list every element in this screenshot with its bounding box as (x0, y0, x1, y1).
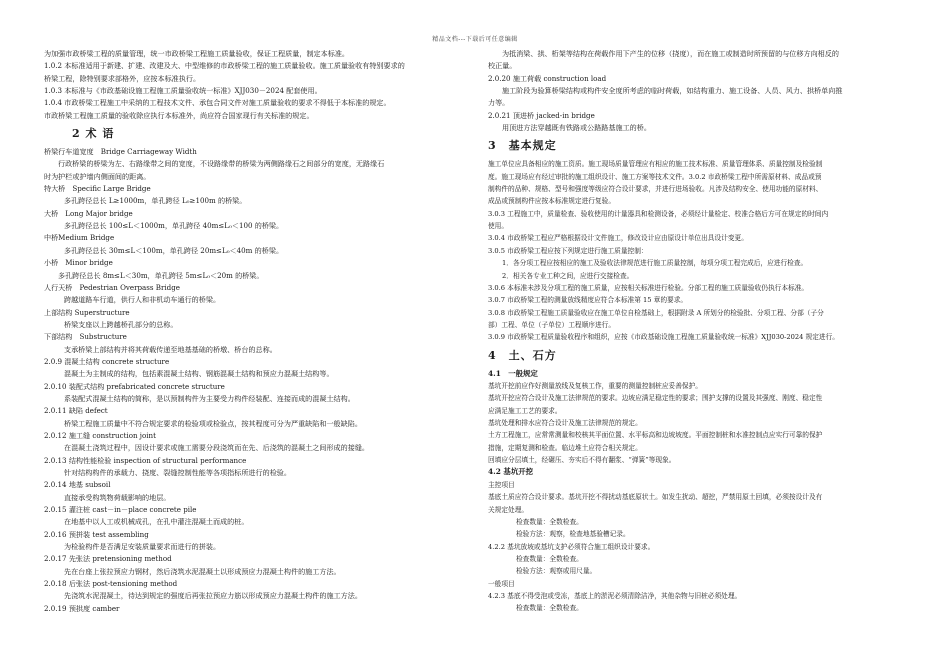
right-column (488, 48, 908, 615)
paragraph: 基底土质应符合设计要求。基坑开挖不得扰动基底原状土。如发生扰动、超挖，严禁用原土回填，必须按设计及有 (488, 493, 823, 502)
term-title: 2.0.10 装配式结构 prefabricated concrete structure (44, 381, 225, 391)
paragraph: 3.0.3 工程施工中，质量检查、验收使用的计量器具和检测设备，必须经计量检定、校准合格后方可在规定的时间内 (488, 209, 829, 218)
term-title: 2.0.21 顶进桥 jacked-in bridge (488, 110, 595, 120)
term-title: 2.0.20 施工荷载 construction load (488, 73, 607, 83)
paragraph: 1.0.3 本标准与《市政基础设施工程施工质量验收统一标准》XJJ030－2024 配套使用。 (44, 86, 322, 96)
paragraph: 使用。 (488, 222, 509, 231)
paragraph: 应满足施工工艺的要求。 (488, 406, 562, 415)
paragraph: 检查数量：全数检查。 (516, 604, 583, 613)
paragraph: 主控项目 (488, 480, 515, 489)
term-title: 2.0.18 后张法 post-tensioning method (44, 579, 178, 589)
term-definition: 施工阶段为验算桥梁结构或构件安全度所考虑的临时荷载，如结构重力、施工设备、人员、风力、拱桥单向推 (502, 86, 843, 96)
term-definition: 多孔跨径总长 L≥1000m，单孔跨径 L₀≥100m 的桥梁。 (64, 196, 247, 206)
term-title: 2.0.19 预拱度 camber (44, 603, 120, 613)
term-definition: 混凝土为主制成的结构，包括素混凝土结构、钢筋混凝土结构和预应力混凝土结构等。 (64, 369, 334, 379)
paragraph: 部）工程、单位（子单位）工程顺序进行。 (488, 320, 616, 329)
paragraph: 基坑开挖应符合设计及施工法律规范的要求。边坡应满足稳定性的要求；围护支撑的设置及其强度、刚度、稳定性 (488, 394, 823, 403)
list-item: 1．各分项工程应按相应的施工及验收法律规范进行施工质量控制，每项分项工程完成后，应进行检查。 (502, 259, 808, 268)
section-heading-basic-rules: 3 基本规定 (488, 139, 557, 153)
paragraph: 检验方法：观察，检查地基验槽记录。 (516, 530, 630, 539)
paragraph: 检查数量：全数检查。 (516, 555, 583, 564)
term-title: 上部结构 Superstructure (44, 307, 130, 317)
term-definition: 力等。 (488, 98, 510, 108)
term-definition: 多孔跨径总长 100≤L＜1000m，单孔跨径 40m≤L₀＜100 的桥梁。 (64, 221, 284, 231)
term-title: 特大桥 Specific Large Bridge (44, 184, 151, 194)
term-title: 2.0.11 缺陷 defect (44, 406, 108, 416)
term-title: 2.0.17 先张法 pretensioning method (44, 554, 172, 564)
subsection-heading-general: 4.1 一般规定 (488, 368, 538, 378)
list-item: 2．相关各专业工种之间，应进行交接检查。 (502, 271, 634, 280)
term-definition: 直接承受构筑物荷载影响的地层。 (64, 492, 171, 502)
term-definition: 系装配式混凝土结构的简称，是以预制构件为主要受力构件经装配、连接而成的混凝土结构。 (64, 393, 355, 403)
term-definition: 时为护栏或护墙内侧面间的距离。 (44, 171, 151, 181)
paragraph: 回填应分层填土，经碾压、夯实后不得有翻浆、“弹簧”等现象。 (488, 456, 676, 465)
term-definition: 针对结构构件的承载力、挠度、裂缝控制性能等各项指标所进行的检验。 (64, 468, 291, 477)
term-definition: 在混凝土浇筑过程中，因设计要求或施工需要分段浇筑而在先、后浇筑的混凝土之间形成的接缝。 (64, 443, 370, 453)
paragraph: 3.0.7 市政桥梁工程的测量放线精度应符合本标准第 15 章的要求。 (488, 296, 688, 305)
term-definition: 为检验构件是否满足安装质量要求而进行的拼装。 (64, 542, 221, 552)
paragraph: 4.2.3 基底不得受泡或受冻，基底上的淤泥必须清除洁净，其他杂物与旧桩必须处理。 (488, 592, 742, 601)
term-title: 2.0.14 地基 subsoil (44, 480, 111, 490)
term-definition: 先在台座上张拉预应力钢材，然后浇筑水泥混凝土以形成预应力混凝土构件的施工方法。 (64, 566, 341, 576)
paragraph: 为加强市政桥梁工程的质量管理，统一市政桥梁工程施工质量验收，保证工程质量，制定本标准。 (44, 49, 350, 58)
term-definition: 用顶进方法穿越既有铁路或公路路基施工的桥。 (502, 123, 651, 133)
paragraph: 3.0.8 市政桥梁工程施工质量验收应在施工单位自检基础上，根据附录 A 所划分的检验批、分项工程、分部（子分 (488, 308, 824, 317)
term-definition: 支承桥梁上部结构并将其荷载传递至地基基础的桥墩、桥台的总称。 (64, 344, 277, 354)
term-definition: 跨越道路车行道，供行人和非机动车通行的桥梁。 (64, 295, 221, 305)
paragraph: 桥梁工程，除特别要求部格外，应按本标准执行。 (44, 73, 201, 83)
paragraph: 校正量。 (488, 61, 517, 71)
term-definition: 行政桥梁的桥梁为左、右路缘带之间的宽度，不设路缘带的桥梁为两侧路缘石之间部分的宽度，无路缘石 (58, 159, 385, 169)
paragraph: 市政桥梁工程施工质量的验收除应执行本标准外，尚应符合国家现行有关标准的规定。 (44, 110, 314, 120)
term-title: 2.0.15 灌注桩 cast－in－place concrete pile (44, 505, 197, 515)
paragraph: 基坑处理和排水应符合设计及施工法律规范的规定。 (488, 419, 642, 428)
term-title: 2.0.16 预拼装 test assembling (44, 529, 149, 539)
paragraph: 3.0.9 市政桥梁工程质量验收程序和组织，应按《市政基础设施工程施工质量验收统一标准》XJJ030-2024 规定进行。 (488, 333, 839, 342)
term-definition: 桥梁工程施工质量中不符合规定要求的检验项或检验点，按其程度可分为严重缺陷和一般缺陷。 (64, 418, 362, 428)
paragraph: 3.0.5 市政桥梁工程应按下列规定进行施工质量控制： (488, 246, 648, 255)
paragraph: 1.0.2 本标准适用于新建、扩建、改建及大、中型维修的市政桥梁工程的施工质量验收。施工质量验收有特别要求的 (44, 61, 405, 71)
term-title: 人行天桥 Pedestrian Overpass Bridge (44, 282, 180, 292)
paragraph: 土方工程施工，应常常测量和校核其平面位置、水平标高和边坡坡度。平面控制桩和水准控制点应实行可靠的保护 (488, 431, 823, 440)
term-definition: 在地基中以人工或机械成孔，在孔中灌注混凝土而成的桩。 (64, 517, 249, 527)
paragraph: 施工单位应具备相应的施工资质。施工现场质量管理应有相应的施工技术标准、质量管理体系、质量控制及检验制 (488, 160, 823, 169)
paragraph: 成品或预制构件应按本标准规定进行复验。 (488, 197, 616, 206)
section-heading-terms: 2 术 语 (72, 127, 115, 141)
left-column (44, 48, 464, 615)
term-definition: 先浇筑水泥混凝土，待达到规定的强度后再张拉预应力筋以形成预应力混凝土构件的施工方法。 (64, 591, 362, 601)
term-title: 2.0.12 施工缝 construction joint (44, 430, 156, 440)
term-title: 桥梁行车道宽度 Bridge Carriageway Width (44, 147, 197, 157)
term-title: 2.0.9 混凝土结构 concrete structure (44, 356, 170, 366)
term-title: 2.0.13 结构性能检验 inspection of structural performance (44, 455, 247, 465)
subsection-heading-excavation: 4.2 基坑开挖 (488, 467, 533, 477)
term-definition: 桥梁支座以上跨越桥孔部分的总称。 (64, 319, 178, 329)
paragraph: 1.0.4 市政桥梁工程施工中采纳的工程技术文件、承包合同文件对施工质量验收的要求不得低于本标准的规定。 (44, 98, 391, 108)
paragraph: 措施，定期复测和检查。临边堆土应符合相关规定。 (488, 443, 642, 452)
page-header: 精品文档---下载后可任意编辑 (432, 36, 518, 43)
term-definition: 多孔跨径总长 8m≤L＜30m，单孔跨径 5m≤L₀＜20m 的桥梁。 (58, 270, 264, 280)
term-title: 小桥 Minor bridge (44, 258, 113, 268)
term-title: 中桥Medium Bridge (44, 233, 115, 243)
term-title: 下部结构 Substructure (44, 332, 127, 342)
paragraph: 制构件的品种、规格、型号和强度等级应符合设计要求，并进行进场验收。凡涉及结构安全、使用功能的原材料、 (488, 185, 823, 194)
paragraph: 3.0.6 本标准未涉及分项工程的施工质量，应按相关标准进行检验。分部工程的施工质量验收仍执行本标准。 (488, 283, 809, 292)
paragraph: 检查数量：全数检查。 (516, 518, 583, 526)
paragraph: 度。施工现场应有经过审批的施工组织设计、施工方案等技术文件。3.0.2 市政桥梁工程中所需原材料、成品或预 (488, 172, 822, 181)
paragraph: 关规定处理。 (488, 505, 529, 514)
term-title: 大桥 Long Major bridge (44, 208, 133, 218)
paragraph: 基坑开挖前应作好测量放线及复核工作，重要的测量控制桩应妥善保护。 (488, 382, 702, 391)
paragraph: 一般项目 (488, 579, 515, 588)
paragraph: 4.2.2 基坑放坡或基坑支护必须符合施工组织设计要求。 (488, 542, 655, 551)
paragraph: 检验方法：观察或用尺量。 (516, 567, 597, 576)
term-definition: 多孔跨径总长 30m≤L＜100m，单孔跨径 20m≤L₀＜40m 的桥梁。 (64, 245, 284, 255)
paragraph: 为抵消梁、拱、桁架等结构在荷载作用下产生的位移（挠度），而在施工或制造时所预留的与位移方向相反的 (502, 49, 839, 58)
paragraph: 3.0.4 市政桥梁工程应严格根据设计文件施工，修改设计应由原设计单位出具设计变更。 (488, 234, 748, 243)
section-heading-earthwork: 4 土、石方 (488, 348, 557, 362)
